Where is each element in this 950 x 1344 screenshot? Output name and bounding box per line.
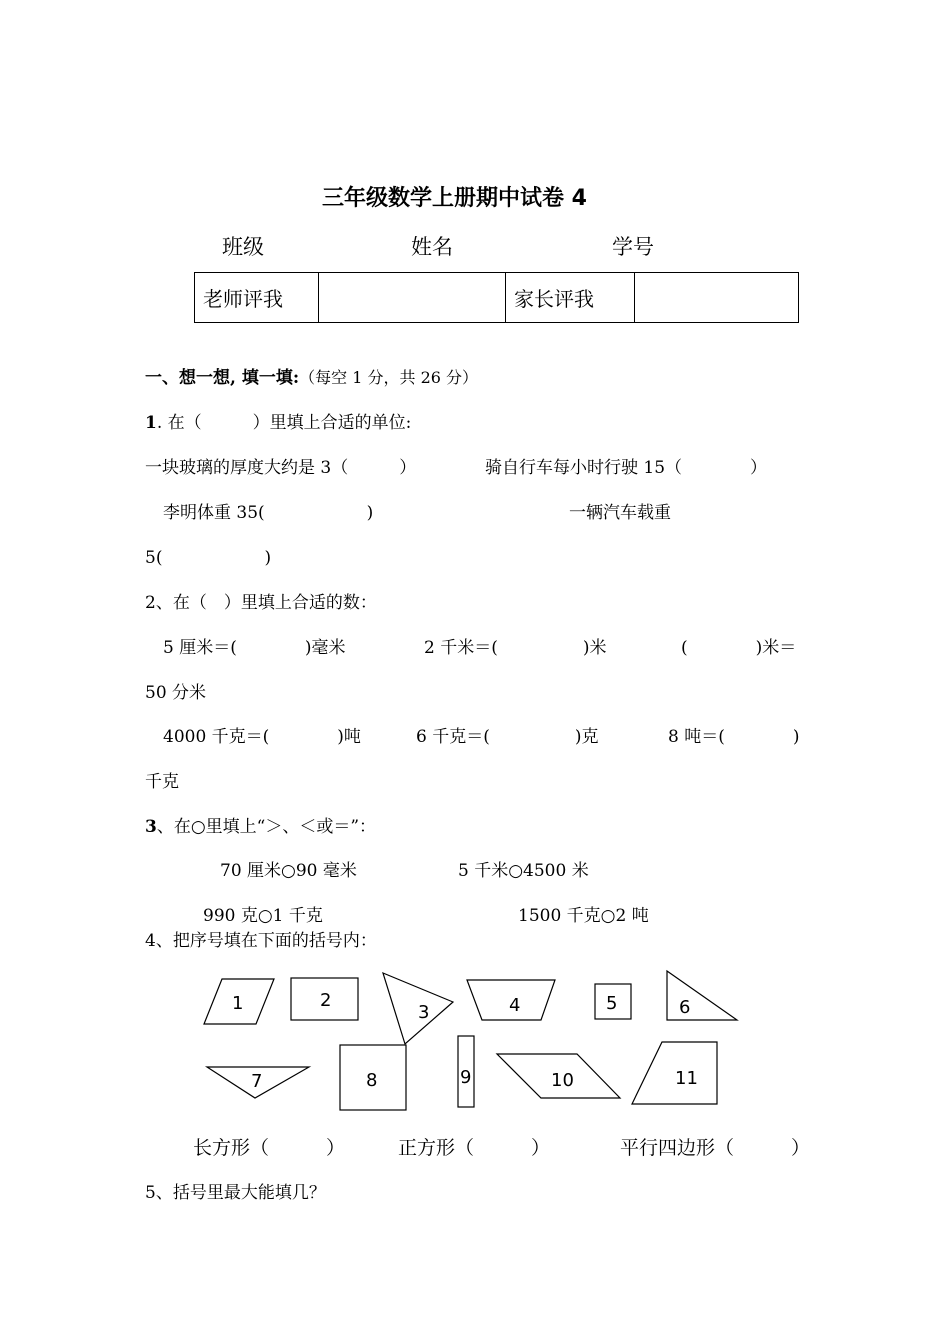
q4-prompt: 4、把序号填在下面的括号内： bbox=[145, 931, 377, 951]
q3-item-1: 70 厘米○90 毫米 bbox=[220, 861, 357, 881]
shape-7-triangle bbox=[207, 1067, 309, 1098]
q4-answer-square: 正方形（ ） bbox=[398, 1137, 551, 1159]
q2-item-5: 4000 千克＝( )吨 bbox=[163, 727, 361, 747]
page-title: 三年级数学上册期中试卷 4 bbox=[322, 186, 587, 211]
shape-label-9: 9 bbox=[460, 1067, 472, 1088]
shape-3-triangle bbox=[383, 973, 453, 1044]
q3-item-2: 5 千米○4500 米 bbox=[458, 861, 589, 881]
q4-answer-parallelogram: 平行四边形（ ） bbox=[620, 1137, 811, 1159]
shape-label-2: 2 bbox=[320, 990, 332, 1011]
shape-label-11: 11 bbox=[675, 1068, 698, 1089]
q2-item-6: 6 千克＝( )克 bbox=[416, 727, 599, 747]
shape-10-parallelogram bbox=[497, 1054, 620, 1098]
q1-item-2: 骑自行车每小时行驶 15（ ） bbox=[485, 458, 768, 478]
shape-11-trapezoid bbox=[632, 1042, 717, 1104]
q1-prompt-text: . 在（ ）里填上合适的单位: bbox=[156, 413, 412, 433]
name-label: 姓名 bbox=[411, 235, 453, 259]
student-id-label: 学号 bbox=[612, 235, 654, 259]
section1-note: （每空 1 分，共 26 分） bbox=[299, 368, 479, 387]
q2-item-3: ( )米＝ bbox=[681, 638, 797, 658]
teacher-eval-label: 老师评我 bbox=[195, 273, 319, 323]
shape-1-parallelogram bbox=[204, 979, 274, 1024]
class-label: 班级 bbox=[222, 235, 264, 259]
parent-eval-label: 家长评我 bbox=[506, 273, 635, 323]
shape-5-square bbox=[595, 984, 631, 1019]
q4-answer-rectangle: 长方形（ ） bbox=[193, 1137, 346, 1159]
q1-item-3: 李明体重 35( ) bbox=[163, 503, 374, 523]
shape-4-trapezoid bbox=[467, 980, 555, 1020]
q3-item-3: 990 克○1 千克 bbox=[203, 906, 323, 926]
q3-number: 3 bbox=[145, 817, 157, 837]
q2-item-1: 5 厘米＝( )毫米 bbox=[163, 638, 346, 658]
q2-item-8: 千克 bbox=[145, 772, 179, 792]
q3-prompt-text: 、在○里填上“＞、＜或＝”： bbox=[156, 817, 377, 837]
q1-item-5: 5( ) bbox=[145, 548, 272, 568]
shape-label-5: 5 bbox=[606, 993, 618, 1014]
shape-label-3: 3 bbox=[418, 1002, 430, 1023]
q1-item-4: 一辆汽车载重 bbox=[569, 503, 671, 523]
q5-prompt: 5、括号里最大能填几？ bbox=[145, 1183, 326, 1203]
shape-label-7: 7 bbox=[251, 1071, 263, 1092]
shape-8-square bbox=[340, 1045, 406, 1110]
shape-label-10: 10 bbox=[551, 1070, 574, 1091]
q2-item-2: 2 千米＝( )米 bbox=[424, 638, 607, 658]
q2-prompt: 2、在（ ）里填上合适的数： bbox=[145, 593, 377, 613]
q2-item-4: 50 分米 bbox=[145, 683, 207, 703]
shape-6-right-triangle bbox=[667, 971, 737, 1020]
shape-label-6: 6 bbox=[679, 997, 691, 1018]
shape-2-rectangle bbox=[291, 978, 358, 1020]
q3-item-4: 1500 千克○2 吨 bbox=[518, 906, 649, 926]
shape-label-1: 1 bbox=[232, 993, 244, 1014]
shape-9-rectangle bbox=[458, 1036, 474, 1107]
section1-heading: 一、想一想, 填一填: bbox=[145, 368, 300, 388]
shape-label-4: 4 bbox=[509, 995, 521, 1016]
q1-number: 1 bbox=[145, 413, 157, 433]
q2-item-7: 8 吨＝( ) bbox=[668, 727, 800, 747]
shape-label-8: 8 bbox=[366, 1070, 378, 1091]
q1-item-1: 一块玻璃的厚度大约是 3（ ） bbox=[145, 458, 417, 478]
